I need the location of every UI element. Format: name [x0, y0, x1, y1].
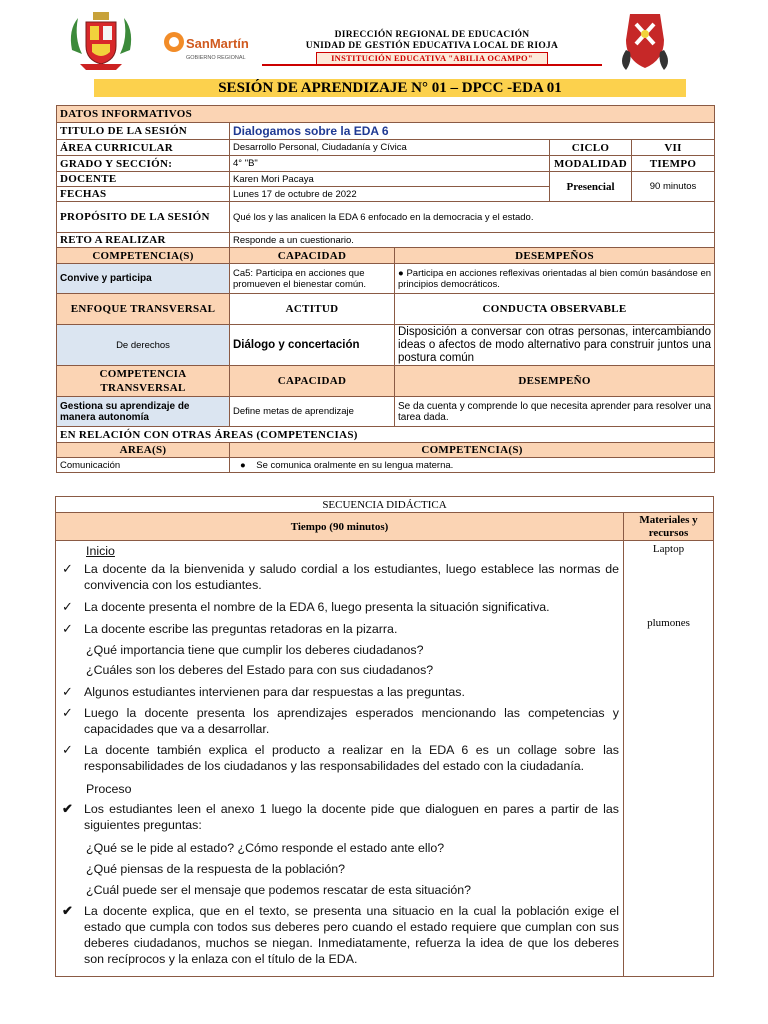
material-laptop: Laptop [652, 543, 685, 555]
tiempo-value: 90 minutos [632, 172, 715, 202]
docente-label: DOCENTE [57, 172, 230, 187]
checkmark-icon: ✓ [62, 684, 73, 699]
list-item: ✓ La docente presenta el nombre de la EDA 6, luego presenta la situación significativa. [62, 599, 550, 614]
comp2-cell [230, 458, 715, 473]
area-value: Desarrollo Personal, Ciudadanía y Cívica [230, 140, 550, 156]
comp-trans-value: Gestiona su aprendizaje de manera autonomía [57, 397, 230, 427]
proposito-value: Qué los y las analicen la EDA 6 enfocado en la democracia y el estado. [230, 202, 715, 233]
school-emblem [618, 10, 672, 72]
inicio-heading: Inicio [86, 544, 115, 558]
area-label: ÁREA CURRICULAR [57, 140, 230, 156]
area2-value: Comunicación [57, 458, 230, 473]
checkmark-icon: ✓ [62, 705, 73, 720]
proceso-heading: Proceso [86, 782, 132, 796]
checkmark-icon: ✓ [62, 561, 73, 576]
enfoque-value: De derechos [57, 325, 230, 366]
org-line-1: DIRECCIÓN REGIONAL DE EDUCACIÓN [334, 30, 530, 40]
document-header [0, 0, 768, 76]
comp-trans-header: COMPETENCIA TRANSVERSAL [57, 366, 230, 397]
docente-value: Karen Mori Pacaya [230, 172, 550, 187]
secuencia-section [55, 496, 714, 977]
question-1: ¿Qué importancia tiene que cumplir los deberes ciudadanos? [86, 643, 424, 657]
header-divider [262, 64, 602, 66]
comp-header: COMPETENCIA(S) [230, 443, 715, 458]
list-item: ✓ Luego la docente presenta los aprendizajes esperados mencionando las competencias y capacidades que va a desarrollar. [62, 705, 619, 736]
tiempo-header: Tiempo (90 minutos) [290, 521, 389, 533]
fechas-value: Lunes 17 de octubre de 2022 [230, 187, 550, 202]
organization-block [262, 30, 602, 65]
reto-label: RETO A REALIZAR [57, 233, 230, 248]
list-item: ✓ La docente da la bienvenida y saludo cordial a los estudiantes, luego establece las normas de convivencia con los estudiantes. [62, 561, 619, 592]
column-divider [623, 541, 624, 977]
checkmark-icon: ✔ [62, 903, 73, 918]
checkmark-icon: ✔ [62, 801, 73, 816]
conducta-value: Disposición a conversar con otras personas, intercambiando ideas o afectos de modo alternativo para construir juntos una postura común [395, 325, 715, 366]
capacidad2-value: Define metas de aprendizaje [230, 397, 395, 427]
org-line-3: INSTITUCIÓN EDUCATIVA "ABILIA OCAMPO" [316, 52, 548, 65]
capacidad-value: Ca5: Participa en acciones que promueven el bienestar común. [230, 264, 395, 294]
areas-header: AREA(S) [57, 443, 230, 458]
checkmark-icon: ✓ [62, 599, 73, 614]
list-item: ✓ La docente escribe las preguntas retadoras en la pizarra. [62, 621, 398, 636]
proceso-question-1: ¿Qué se le pide al estado? ¿Cómo responde el estado ante ello? [86, 841, 445, 855]
actitud-value: Diálogo y concertación [230, 325, 395, 366]
checkmark-icon: ✓ [62, 742, 73, 757]
desempenos-header: DESEMPEÑOS [395, 248, 715, 264]
otras-areas-header: EN RELACIÓN CON OTRAS ÁREAS (COMPETENCIAS) [57, 427, 715, 443]
bullet-icon: ● [398, 267, 407, 279]
conducta-header: CONDUCTA OBSERVABLE [395, 294, 715, 325]
material-plumones: plumones [647, 617, 690, 629]
info-table [56, 105, 715, 473]
checkmark-icon: ✓ [62, 621, 73, 636]
competencias-header: COMPETENCIA(S) [57, 248, 230, 264]
tiempo-label: TIEMPO [632, 156, 715, 172]
ciclo-value: VII [632, 140, 715, 156]
actitud-header: ACTITUD [230, 294, 395, 325]
desempeno-value: Participa en acciones reflexivas orientadas al bien común basándose en principios democráticos. [398, 267, 712, 290]
session-title: Dialogamos sobre la EDA 6 [230, 123, 715, 140]
enfoque-header: ENFOQUE TRANSVERSAL [57, 294, 230, 325]
materiales-header: Materiales y recursos [623, 513, 713, 541]
bullet-icon: ● [240, 459, 257, 471]
capacidad-header: CAPACIDAD [230, 248, 395, 264]
page-title: SESIÓN DE APRENDIZAJE N° 01 – DPCC -EDA 01 [94, 79, 686, 97]
secuencia-subheader [56, 513, 713, 541]
proceso-question-3: ¿Cuál puede ser el mensaje que podemos rescatar de esta situación? [86, 883, 472, 897]
ciclo-label: CICLO [550, 140, 632, 156]
grado-value: 4° "B" [230, 156, 550, 172]
modalidad-label: MODALIDAD [550, 156, 632, 172]
list-item: ✔ Los estudiantes leen el anexo 1 luego la docente pide que dialoguen en pares a partir de las siguientes preguntas: [62, 801, 619, 832]
competencia-value: Convive y participa [57, 264, 230, 294]
list-item: ✓ La docente también explica el producto a realizar en la EDA 6 es un collage sobre las responsabilidades de los ciudadanos y las responsabilidades del estado con la ciudadanía. [62, 742, 619, 773]
logo-subtext: GOBIERNO REGIONAL [186, 55, 246, 61]
desempeno-cell [395, 264, 715, 294]
desempeno2-value: Se da cuenta y comprende lo que necesita aprender para resolver una tarea dada. [395, 397, 715, 427]
question-2: ¿Cuáles son los deberes del Estado para con sus ciudadanos? [86, 663, 434, 677]
san-martin-logo [160, 28, 256, 66]
capacidad2-header: CAPACIDAD [230, 366, 395, 397]
org-line-2: UNIDAD DE GESTIÓN EDUCATIVA LOCAL DE RIOJA [305, 40, 559, 51]
list-item: ✔ La docente explica, que en el texto, se presenta una situacio en la cual la población exige el estado que cumpla con todos sus deberes pero cuando el estado requiere que cumplan con sus deberes ciudadanos, muchos se niegan. Inmediatamente, refuerza la idea de que los deberes son recíprocos y la enlaza con el título de la EDA. [62, 903, 619, 966]
logo-text: SanMartín [186, 36, 249, 51]
modalidad-value: Presencial [550, 172, 632, 202]
reto-value: Responde a un cuestionario. [230, 233, 715, 248]
comp2-value: Se comunica oralmente en su lengua materna. [256, 459, 454, 471]
grado-label: GRADO Y SECCIÓN: [57, 156, 230, 172]
fechas-label: FECHAS [57, 187, 230, 202]
desempeno2-header: DESEMPEÑO [395, 366, 715, 397]
section-datos: DATOS INFORMATIVOS [57, 106, 715, 123]
secuencia-title: SECUENCIA DIDÁCTICA [56, 497, 713, 513]
proceso-question-2: ¿Qué piensas de la respuesta de la población? [86, 862, 345, 876]
list-item: ✓ Algunos estudiantes intervienen para dar respuestas a las preguntas. [62, 684, 465, 699]
proposito-label: PROPÓSITO DE LA SESIÓN [57, 202, 230, 233]
coat-of-arms-emblem [66, 10, 136, 72]
titulo-label: TITULO DE LA SESIÓN [57, 123, 230, 140]
